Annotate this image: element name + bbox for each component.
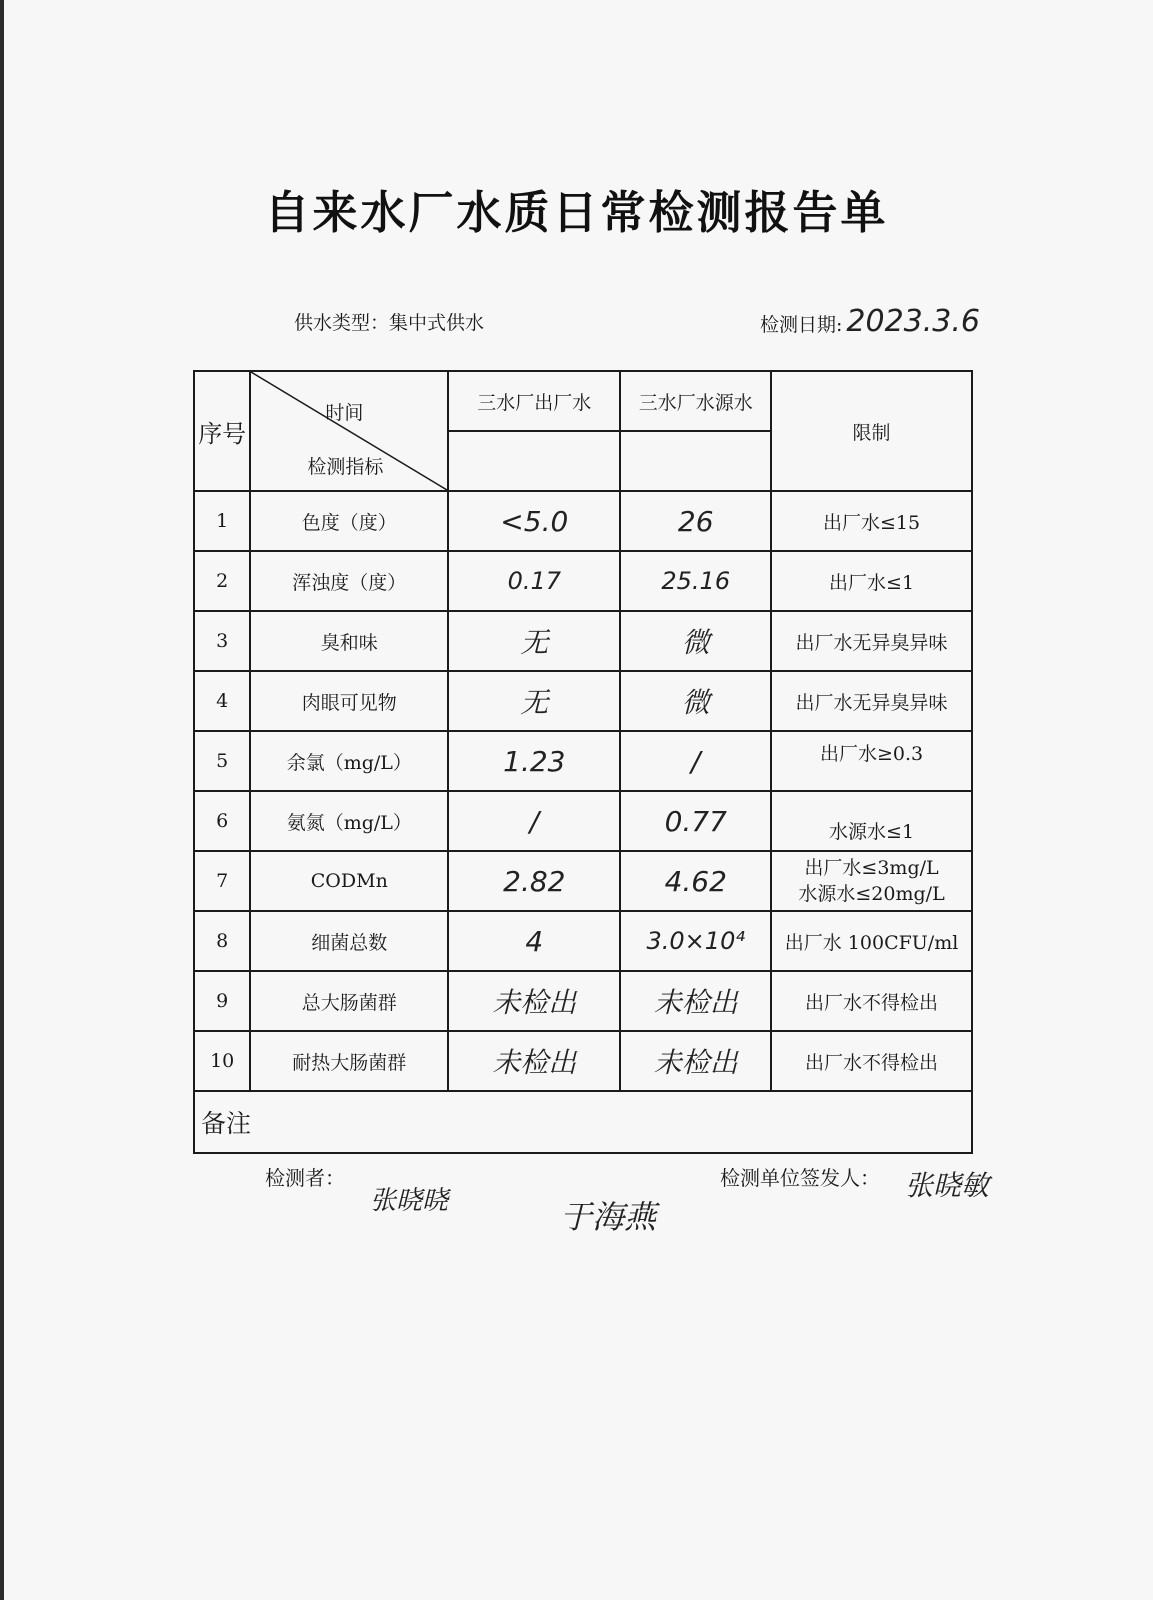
table-row — [194, 671, 972, 731]
table-row — [194, 971, 972, 1031]
row-outlet-value: 0.17 — [448, 551, 620, 611]
row-source-value: 3.0×10⁴ — [620, 911, 771, 971]
row-no: 10 — [194, 1031, 250, 1091]
row-limit: 出厂水无异臭异味 — [771, 671, 972, 731]
table-row — [194, 851, 972, 911]
row-item: 耐热大肠菌群 — [250, 1031, 448, 1091]
row-no: 4 — [194, 671, 250, 731]
row-limit — [771, 791, 972, 851]
row-source-value: 0.77 — [620, 791, 771, 851]
tester-label: 检测者： — [265, 1166, 345, 1190]
row-outlet-value: 未检出 — [448, 971, 620, 1031]
row-item: 余氯（mg/L） — [250, 731, 448, 791]
diag-header — [250, 371, 448, 491]
row-limit-text: 出厂水≥0.3 — [819, 742, 924, 765]
row-no: 5 — [194, 731, 250, 791]
row-limit-text: 出厂水≤3mg/L — [804, 857, 939, 879]
row-limit: 出厂水无异臭异味 — [771, 611, 972, 671]
table-row — [194, 911, 972, 971]
row-no: 3 — [194, 611, 250, 671]
row-limit — [771, 731, 972, 791]
remark-cell — [194, 1091, 972, 1153]
row-item: 肉眼可见物 — [250, 671, 448, 731]
diag-header-indicator: 检测指标 — [307, 456, 384, 478]
col-subheader-source — [620, 431, 771, 491]
row-no: 1 — [194, 491, 250, 551]
row-source-value: 4.62 — [620, 851, 771, 911]
row-no: 7 — [194, 851, 250, 911]
report-table — [193, 370, 973, 1154]
row-limit: 出厂水不得检出 — [771, 971, 972, 1031]
row-outlet-value: 无 — [448, 671, 620, 731]
date-value: 2023.3.6 — [846, 304, 980, 339]
inspection-date — [760, 304, 980, 339]
row-outlet-value: <5.0 — [448, 491, 620, 551]
row-no: 9 — [194, 971, 250, 1031]
row-limit-text: 水源水≤1 — [829, 820, 915, 843]
row-no: 6 — [194, 791, 250, 851]
table-row — [194, 1031, 972, 1091]
row-source-value: 25.16 — [620, 551, 771, 611]
row-limit-text-2: 水源水≤20mg/L — [798, 883, 945, 905]
row-source-value: 未检出 — [620, 1031, 771, 1091]
row-source-value: 微 — [620, 611, 771, 671]
row-source-value: 26 — [620, 491, 771, 551]
supply-type: 供水类型：集中式供水 — [294, 312, 485, 334]
table-row — [194, 611, 972, 671]
report-title: 自来水厂水质日常检测报告单 — [264, 186, 889, 239]
row-limit: 出厂水≤1 — [771, 551, 972, 611]
row-item: CODMn — [250, 851, 448, 911]
row-outlet-value: / — [448, 791, 620, 851]
col-header-limit: 限制 — [771, 371, 972, 491]
row-limit: 出厂水不得检出 — [771, 1031, 972, 1091]
row-no: 2 — [194, 551, 250, 611]
table-row — [194, 551, 972, 611]
row-outlet-value: 1.23 — [448, 731, 620, 791]
row-item: 色度（度） — [250, 491, 448, 551]
row-item: 细菌总数 — [250, 911, 448, 971]
row-source-value: / — [620, 731, 771, 791]
table-row — [194, 491, 972, 551]
row-source-value: 微 — [620, 671, 771, 731]
tester-signature-1: 张晓晓 — [370, 1186, 449, 1216]
col-subheader-outlet — [448, 431, 620, 491]
issuer-signature: 张晓敏 — [905, 1169, 990, 1202]
row-limit — [771, 851, 972, 911]
remark-row — [194, 1091, 972, 1153]
remark-label: 备注 — [201, 1109, 252, 1138]
row-limit: 出厂水 100CFU/ml — [771, 911, 972, 971]
issuer-label: 检测单位签发人： — [720, 1166, 880, 1190]
row-item: 臭和味 — [250, 611, 448, 671]
col-header-source: 三水厂水源水 — [620, 371, 771, 431]
row-no: 8 — [194, 911, 250, 971]
table-header-row — [194, 371, 972, 431]
row-item: 浑浊度（度） — [250, 551, 448, 611]
row-limit: 出厂水≤15 — [771, 491, 972, 551]
row-outlet-value: 2.82 — [448, 851, 620, 911]
row-outlet-value: 无 — [448, 611, 620, 671]
row-item: 总大肠菌群 — [250, 971, 448, 1031]
row-outlet-value: 未检出 — [448, 1031, 620, 1091]
diag-header-time: 时间 — [325, 402, 364, 424]
tester-signature-2: 于海燕 — [560, 1198, 657, 1236]
row-item: 氨氮（mg/L） — [250, 791, 448, 851]
row-outlet-value: 4 — [448, 911, 620, 971]
table-row — [194, 791, 972, 851]
seq-header: 序号 — [194, 371, 250, 491]
row-source-value: 未检出 — [620, 971, 771, 1031]
col-header-outlet: 三水厂出厂水 — [448, 371, 620, 431]
date-label: 检测日期: — [760, 314, 843, 336]
table-row — [194, 731, 972, 791]
